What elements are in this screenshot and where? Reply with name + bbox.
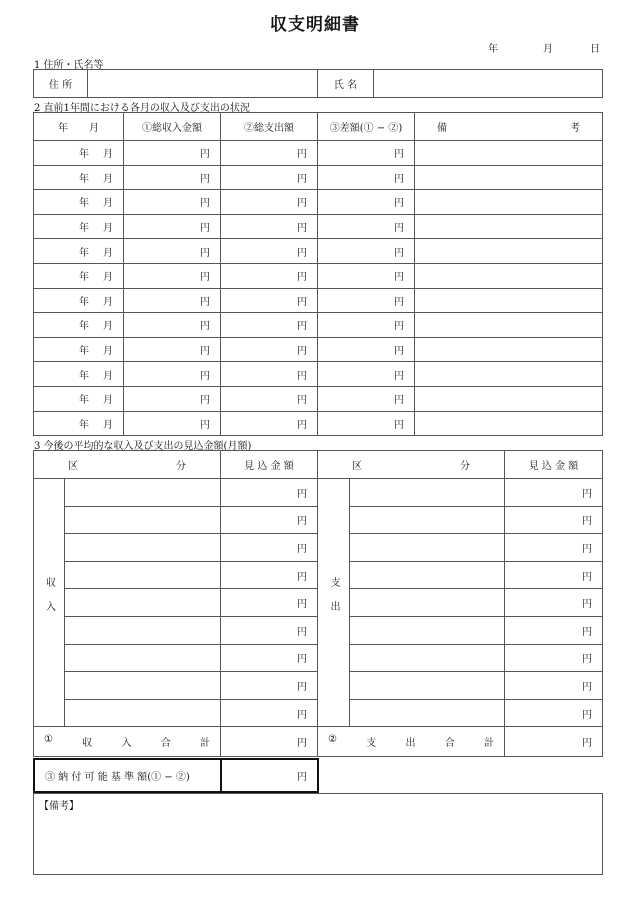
row-year-month[interactable] [34, 263, 124, 288]
row-year-month[interactable] [34, 313, 124, 338]
category-label-1: 区 [68, 461, 78, 472]
row-month-label: 月 [103, 198, 113, 210]
row-year-month[interactable] [34, 239, 124, 264]
row-year-month[interactable] [34, 362, 124, 387]
income-item-field[interactable] [65, 672, 221, 700]
row-remarks-field[interactable] [415, 313, 603, 338]
row-year-month[interactable] [34, 190, 124, 215]
income-total-char-2: 入 [121, 738, 132, 750]
address-name-table [33, 69, 603, 98]
row-diff-value[interactable]: 円 [318, 239, 415, 264]
row-remarks-field[interactable] [415, 288, 603, 313]
income-item-field[interactable] [65, 534, 221, 562]
row-expense-value[interactable]: 円 [221, 239, 318, 264]
payable-label: ③ 納 付 可 能 基 準 額(① − ②) [34, 759, 221, 792]
row-month-label: 月 [103, 247, 113, 259]
date-day-label: 日 [590, 44, 600, 55]
row-expense-value[interactable]: 円 [221, 141, 318, 166]
row-diff-value[interactable]: 円 [318, 337, 415, 362]
row-month-label: 月 [103, 321, 113, 333]
payable-value[interactable]: 円 [221, 759, 318, 792]
row-year-label: 年 [79, 419, 89, 431]
address-label: 住 所 [34, 70, 88, 98]
monthly-row [34, 214, 603, 239]
row-expense-value[interactable]: 円 [221, 190, 318, 215]
row-diff-value[interactable]: 円 [318, 190, 415, 215]
expense-item-field[interactable] [350, 479, 505, 507]
monthly-row [34, 337, 603, 362]
forecast-header-amount-expense: 見 込 金 額 [505, 451, 603, 479]
row-income-value[interactable]: 円 [124, 141, 221, 166]
row-year-label: 年 [79, 321, 89, 333]
header-income: ①総収入金額 [124, 113, 221, 141]
expense-group-label [318, 479, 350, 727]
address-field[interactable] [88, 70, 318, 98]
name-field[interactable] [374, 70, 603, 98]
row-year-label: 年 [79, 296, 89, 308]
row-remarks-field[interactable] [415, 386, 603, 411]
income-total-char-4: 計 [199, 738, 210, 750]
row-month-label: 月 [103, 395, 113, 407]
category-label-3: 区 [352, 461, 362, 472]
row-diff-value[interactable]: 円 [318, 214, 415, 239]
row-diff-value[interactable]: 円 [318, 141, 415, 166]
expense-item-value[interactable]: 円 [505, 644, 603, 672]
income-item-field[interactable] [65, 699, 221, 727]
expense-total-value[interactable]: 円 [505, 727, 603, 757]
income-item-value[interactable]: 円 [221, 672, 318, 700]
income-item-field[interactable] [65, 644, 221, 672]
header-remarks-label-1: 備 [437, 123, 447, 134]
header-remarks-label-2: 考 [570, 123, 580, 134]
forecast-table [33, 450, 603, 757]
remarks-box[interactable] [33, 793, 603, 875]
expense-item-field[interactable] [350, 534, 505, 562]
monthly-row [34, 165, 603, 190]
monthly-row [34, 263, 603, 288]
row-remarks-field[interactable] [415, 263, 603, 288]
row-income-value[interactable]: 円 [124, 288, 221, 313]
row-diff-value[interactable]: 円 [318, 386, 415, 411]
income-total-value[interactable]: 円 [221, 727, 318, 757]
income-item-field[interactable] [65, 561, 221, 589]
row-year-month[interactable] [34, 288, 124, 313]
monthly-row [34, 190, 603, 215]
monthly-row [34, 386, 603, 411]
income-group-text: 収入 [43, 577, 55, 626]
header-diff: ③差額(① − ②) [318, 113, 415, 141]
row-remarks-field[interactable] [415, 337, 603, 362]
header-year-month [34, 113, 124, 141]
expense-item-value[interactable]: 円 [505, 534, 603, 562]
expense-item-field[interactable] [350, 699, 505, 727]
expense-item-value[interactable]: 円 [505, 589, 603, 617]
monthly-row [34, 288, 603, 313]
row-year-label: 年 [79, 272, 89, 284]
expense-total-char-3: 合 [444, 738, 455, 750]
expense-total-char-1: 支 [366, 738, 377, 750]
forecast-header-amount-income: 見 込 金 額 [221, 451, 318, 479]
row-month-label: 月 [103, 223, 113, 235]
row-year-month[interactable] [34, 141, 124, 166]
income-item-field[interactable] [65, 479, 221, 507]
income-item-field[interactable] [65, 506, 221, 534]
expense-item-value[interactable]: 円 [505, 699, 603, 727]
income-item-value[interactable]: 円 [221, 699, 318, 727]
expense-total-label [318, 727, 505, 757]
row-income-value[interactable]: 円 [124, 313, 221, 338]
row-year-month[interactable] [34, 337, 124, 362]
row-income-value[interactable]: 円 [124, 263, 221, 288]
row-diff-value[interactable]: 円 [318, 165, 415, 190]
name-label: 氏 名 [318, 70, 374, 98]
income-total-char-1: 収 [82, 738, 93, 750]
monthly-row [34, 313, 603, 338]
section1-heading: 1 住所・氏名等 [34, 60, 104, 71]
monthly-row [34, 411, 603, 436]
row-remarks-field[interactable] [415, 165, 603, 190]
row-income-value[interactable]: 円 [124, 239, 221, 264]
income-item-value[interactable]: 円 [221, 506, 318, 534]
expense-item-value[interactable]: 円 [505, 506, 603, 534]
row-income-value[interactable]: 円 [124, 214, 221, 239]
monthly-row [34, 141, 603, 166]
row-expense-value[interactable]: 円 [221, 411, 318, 436]
header-remarks [415, 113, 603, 141]
income-item-value[interactable]: 円 [221, 561, 318, 589]
income-item-value[interactable]: 円 [221, 616, 318, 644]
document-title: 収支明細書 [270, 15, 360, 35]
row-year-label: 年 [79, 173, 89, 185]
expense-item-field[interactable] [350, 589, 505, 617]
row-remarks-field[interactable] [415, 362, 603, 387]
section2-heading: 2 直前1年間における各月の収入及び支出の状況 [34, 103, 250, 114]
row-year-label: 年 [79, 395, 89, 407]
remarks-label: 【備考】 [39, 801, 79, 812]
expense-total-char-4: 計 [483, 738, 494, 750]
row-year-label: 年 [79, 247, 89, 259]
header-year-label: 年 [58, 123, 68, 134]
row-diff-value[interactable]: 円 [318, 313, 415, 338]
expense-item-field[interactable] [350, 616, 505, 644]
income-item-field[interactable] [65, 616, 221, 644]
income-item-value[interactable]: 円 [221, 644, 318, 672]
row-diff-value[interactable]: 円 [318, 411, 415, 436]
row-income-value[interactable]: 円 [124, 337, 221, 362]
row-expense-value[interactable]: 円 [221, 362, 318, 387]
forecast-row [34, 479, 603, 507]
income-total-mark: ① [44, 734, 53, 746]
row-month-label: 月 [103, 272, 113, 284]
date-month-label: 月 [543, 44, 553, 55]
row-expense-value[interactable]: 円 [221, 288, 318, 313]
row-remarks-field[interactable] [415, 141, 603, 166]
row-year-label: 年 [79, 198, 89, 210]
expense-group-text: 支出 [328, 577, 339, 626]
income-total-label [34, 727, 221, 757]
row-expense-value[interactable]: 円 [221, 313, 318, 338]
row-expense-value[interactable]: 円 [221, 165, 318, 190]
section3-heading: 3 今後の平均的な収入及び支出の見込金額(月額) [34, 441, 252, 452]
expense-item-field[interactable] [350, 561, 505, 589]
row-remarks-field[interactable] [415, 190, 603, 215]
row-month-label: 月 [103, 296, 113, 308]
row-year-month[interactable] [34, 165, 124, 190]
income-item-value[interactable]: 円 [221, 479, 318, 507]
expense-total-mark: ② [328, 734, 337, 746]
expense-item-field[interactable] [350, 506, 505, 534]
row-year-month[interactable] [34, 411, 124, 436]
expense-item-value[interactable]: 円 [505, 479, 603, 507]
row-expense-value[interactable]: 円 [221, 263, 318, 288]
row-expense-value[interactable]: 円 [221, 386, 318, 411]
row-income-value[interactable]: 円 [124, 411, 221, 436]
expense-item-field[interactable] [350, 644, 505, 672]
category-label-2: 分 [176, 461, 186, 472]
row-year-label: 年 [79, 223, 89, 235]
row-remarks-field[interactable] [415, 411, 603, 436]
row-income-value[interactable]: 円 [124, 165, 221, 190]
row-year-month[interactable] [34, 214, 124, 239]
row-expense-value[interactable]: 円 [221, 337, 318, 362]
row-month-label: 月 [103, 173, 113, 185]
row-remarks-field[interactable] [415, 239, 603, 264]
date-year-label: 年 [488, 44, 498, 55]
row-year-label: 年 [79, 346, 89, 358]
income-item-value[interactable]: 円 [221, 534, 318, 562]
monthly-table [33, 112, 603, 436]
row-diff-value[interactable]: 円 [318, 263, 415, 288]
row-month-label: 月 [103, 149, 113, 161]
row-diff-value[interactable]: 円 [318, 362, 415, 387]
row-remarks-field[interactable] [415, 214, 603, 239]
row-month-label: 月 [103, 346, 113, 358]
row-year-month[interactable] [34, 386, 124, 411]
row-expense-value[interactable]: 円 [221, 214, 318, 239]
income-item-field[interactable] [65, 589, 221, 617]
row-diff-value[interactable]: 円 [318, 288, 415, 313]
category-label-4: 分 [460, 461, 470, 472]
row-year-label: 年 [79, 149, 89, 161]
expense-item-value[interactable]: 円 [505, 672, 603, 700]
header-expense: ②総支出額 [221, 113, 318, 141]
row-income-value[interactable]: 円 [124, 362, 221, 387]
header-month-label: 月 [89, 123, 99, 134]
expense-item-value[interactable]: 円 [505, 561, 603, 589]
expense-item-value[interactable]: 円 [505, 616, 603, 644]
forecast-header-category-expense [318, 451, 505, 479]
row-income-value[interactable]: 円 [124, 386, 221, 411]
monthly-row [34, 239, 603, 264]
income-total-char-3: 合 [160, 738, 171, 750]
row-income-value[interactable]: 円 [124, 190, 221, 215]
expense-item-field[interactable] [350, 672, 505, 700]
income-group-label [34, 479, 65, 727]
monthly-row [34, 362, 603, 387]
row-year-label: 年 [79, 370, 89, 382]
income-item-value[interactable]: 円 [221, 589, 318, 617]
row-month-label: 月 [103, 370, 113, 382]
expense-total-char-2: 出 [405, 738, 416, 750]
payable-table [33, 758, 319, 793]
forecast-header-category-income [34, 451, 221, 479]
row-month-label: 月 [103, 419, 113, 431]
